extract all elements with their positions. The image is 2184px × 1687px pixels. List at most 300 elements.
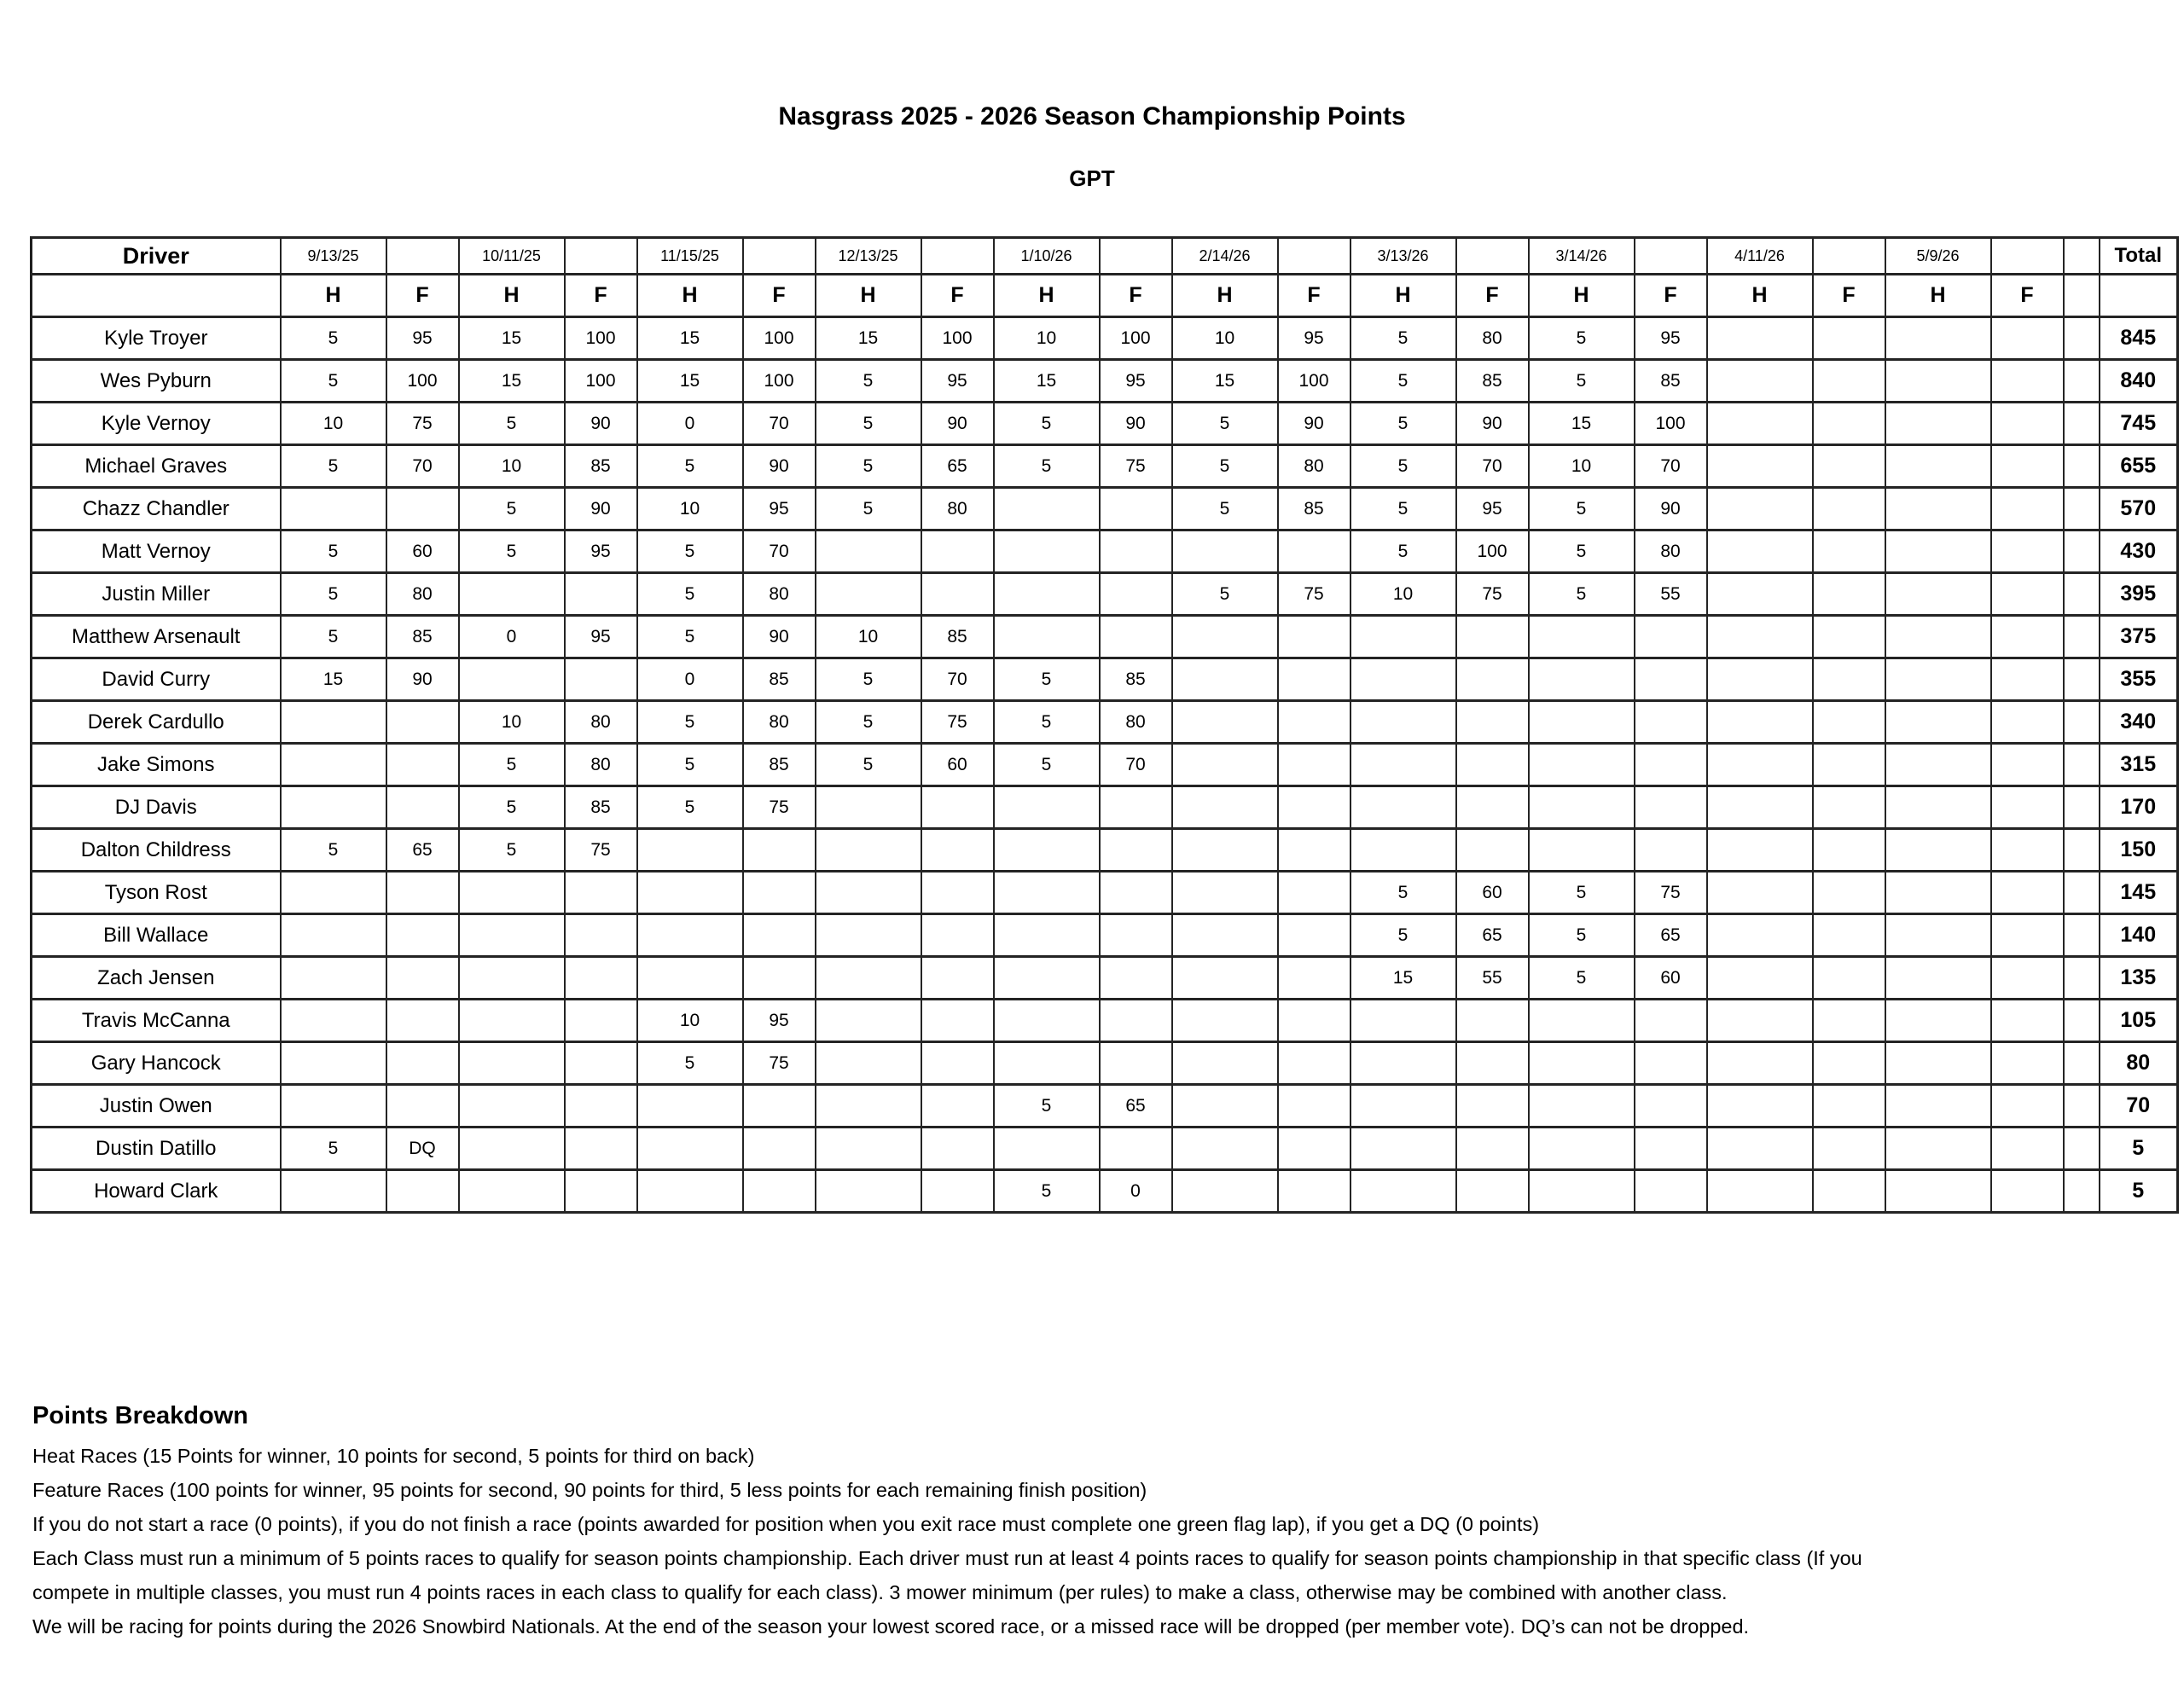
score-cell (1172, 616, 1278, 658)
score-cell (1813, 1085, 1885, 1128)
score-cell (743, 1170, 816, 1213)
score-cell (1707, 403, 1813, 445)
score-cell: 0 (637, 658, 743, 701)
score-cell (1529, 1000, 1635, 1042)
table-row (32, 1042, 2178, 1085)
score-cell: 5 (816, 360, 921, 403)
score-cell (994, 786, 1100, 829)
score-cell (281, 1085, 386, 1128)
total-cell: 315 (2100, 744, 2178, 786)
score-cell: 5 (1529, 360, 1635, 403)
score-cell (1456, 658, 1529, 701)
score-cell: 5 (1529, 957, 1635, 1000)
score-cell: 10 (1529, 445, 1635, 488)
score-cell (637, 1170, 743, 1213)
spacer-cell (2064, 573, 2100, 616)
spacer-header (2064, 275, 2100, 317)
spacer-cell (2064, 616, 2100, 658)
score-cell: 5 (459, 403, 565, 445)
total-cell: 145 (2100, 872, 2178, 914)
score-cell (1991, 573, 2064, 616)
total-cell: 140 (2100, 914, 2178, 957)
score-cell: 5 (459, 530, 565, 573)
date-header: 5/9/26 (1885, 238, 1991, 275)
score-cell (1456, 744, 1529, 786)
score-cell: 5 (1529, 914, 1635, 957)
score-cell (637, 1085, 743, 1128)
score-cell: 90 (386, 658, 459, 701)
score-cell (386, 872, 459, 914)
spacer-cell (2064, 1085, 2100, 1128)
score-cell (1635, 1128, 1707, 1170)
score-cell (921, 957, 994, 1000)
score-cell (1707, 744, 1813, 786)
table-row (32, 360, 2178, 403)
points-breakdown-heading: Points Breakdown (32, 1402, 248, 1429)
score-cell: 85 (565, 445, 637, 488)
spacer-cell (2064, 701, 2100, 744)
score-cell (1813, 786, 1885, 829)
score-cell (386, 1170, 459, 1213)
score-cell (1885, 1170, 1991, 1213)
score-cell: 5 (994, 1085, 1100, 1128)
spacer-cell (2064, 488, 2100, 530)
total-header: Total (2100, 238, 2178, 275)
score-cell: 5 (281, 445, 386, 488)
score-cell: 5 (281, 616, 386, 658)
spacer-cell (2064, 360, 2100, 403)
score-cell (565, 573, 637, 616)
score-cell: 5 (1172, 445, 1278, 488)
score-cell (994, 914, 1100, 957)
score-cell (816, 1042, 921, 1085)
spacer-cell (2064, 1170, 2100, 1213)
score-cell: 5 (816, 488, 921, 530)
score-cell (994, 488, 1100, 530)
breakdown-line: We will be racing for points during the 2026 Snowbird Nationals. At the end of the season your lowest scored race, or a missed race will be dropped (per member vote). DQ’s can not be dropped. (32, 1615, 1750, 1638)
score-cell: DQ (386, 1128, 459, 1170)
score-cell (1100, 1000, 1172, 1042)
score-cell: 10 (281, 403, 386, 445)
heat-header: H (637, 275, 743, 317)
score-cell (1278, 530, 1350, 573)
score-cell (1350, 744, 1456, 786)
score-cell: 75 (743, 786, 816, 829)
score-cell: 85 (743, 744, 816, 786)
score-cell (1885, 914, 1991, 957)
score-cell (1456, 701, 1529, 744)
score-cell (1885, 1000, 1991, 1042)
score-cell (459, 573, 565, 616)
score-cell: 5 (1529, 573, 1635, 616)
spacer-cell (2064, 530, 2100, 573)
feature-header: F (743, 275, 816, 317)
score-cell: 5 (459, 488, 565, 530)
score-cell: 65 (1100, 1085, 1172, 1128)
score-cell (1885, 616, 1991, 658)
score-cell (1707, 1042, 1813, 1085)
score-cell (1991, 872, 2064, 914)
score-cell (1885, 360, 1991, 403)
score-cell (816, 829, 921, 872)
score-cell: 5 (816, 658, 921, 701)
score-cell: 5 (459, 829, 565, 872)
score-cell: 5 (1350, 530, 1456, 573)
score-cell (994, 616, 1100, 658)
driver-name: Dalton Childress (32, 829, 281, 872)
driver-name: Howard Clark (32, 1170, 281, 1213)
driver-name: Kyle Vernoy (32, 403, 281, 445)
score-cell: 5 (637, 445, 743, 488)
score-cell (1350, 616, 1456, 658)
score-cell (816, 1085, 921, 1128)
score-cell (1529, 701, 1635, 744)
score-cell (816, 786, 921, 829)
score-cell (1456, 829, 1529, 872)
score-cell: 10 (1350, 573, 1456, 616)
score-cell (1278, 1042, 1350, 1085)
breakdown-line: Feature Races (100 points for winner, 95 points for second, 90 points for third, 5 less points for each remaining finish position) (32, 1479, 1147, 1501)
feature-header: F (565, 275, 637, 317)
score-cell: 95 (743, 488, 816, 530)
score-cell (1813, 573, 1885, 616)
score-cell (1529, 786, 1635, 829)
score-cell (1456, 1085, 1529, 1128)
score-cell (921, 1042, 994, 1085)
total-cell: 80 (2100, 1042, 2178, 1085)
score-cell: 65 (1456, 914, 1529, 957)
score-cell (637, 957, 743, 1000)
score-cell: 5 (1529, 488, 1635, 530)
score-cell (1635, 1042, 1707, 1085)
score-cell (1635, 1085, 1707, 1128)
score-cell (1529, 1170, 1635, 1213)
score-cell (1278, 957, 1350, 1000)
score-cell: 60 (386, 530, 459, 573)
score-cell (1172, 1042, 1278, 1085)
driver-name: David Curry (32, 658, 281, 701)
score-cell (1172, 1170, 1278, 1213)
date-header: 1/10/26 (994, 238, 1100, 275)
score-cell: 5 (994, 701, 1100, 744)
score-cell (459, 1170, 565, 1213)
date-header: 4/11/26 (1707, 238, 1813, 275)
total-cell: 745 (2100, 403, 2178, 445)
score-cell: 5 (1529, 872, 1635, 914)
driver-header-blank (32, 275, 281, 317)
score-cell (1885, 829, 1991, 872)
score-cell (1172, 957, 1278, 1000)
score-cell (1529, 744, 1635, 786)
feature-header: F (1278, 275, 1350, 317)
score-cell (459, 872, 565, 914)
heat-header: H (459, 275, 565, 317)
heat-header: H (1172, 275, 1278, 317)
driver-name: DJ Davis (32, 786, 281, 829)
score-cell: 80 (565, 701, 637, 744)
score-cell (921, 1128, 994, 1170)
score-cell: 75 (386, 403, 459, 445)
score-cell (1350, 701, 1456, 744)
page-title: Nasgrass 2025 - 2026 Season Championship Points (778, 102, 1406, 130)
score-cell (1707, 701, 1813, 744)
score-cell: 15 (1529, 403, 1635, 445)
score-cell: 55 (1635, 573, 1707, 616)
total-cell: 845 (2100, 317, 2178, 360)
score-cell (637, 872, 743, 914)
score-cell (921, 872, 994, 914)
total-cell: 430 (2100, 530, 2178, 573)
score-cell: 5 (637, 573, 743, 616)
score-cell (1885, 488, 1991, 530)
score-cell: 95 (921, 360, 994, 403)
score-cell: 75 (1456, 573, 1529, 616)
score-cell (1350, 1128, 1456, 1170)
score-cell: 0 (459, 616, 565, 658)
score-cell (1278, 744, 1350, 786)
score-cell: 95 (565, 530, 637, 573)
score-cell (743, 1128, 816, 1170)
score-cell: 70 (921, 658, 994, 701)
score-cell (459, 1000, 565, 1042)
score-cell (1172, 872, 1278, 914)
spacer-cell (2064, 914, 2100, 957)
driver-name: Gary Hancock (32, 1042, 281, 1085)
score-cell (1100, 573, 1172, 616)
breakdown-line: If you do not start a race (0 points), if you do not finish a race (points awarded for position when you exit race must complete one green flag lap), if you get a DQ (0 points) (32, 1513, 1540, 1535)
score-cell: 70 (743, 403, 816, 445)
score-cell: 5 (1172, 573, 1278, 616)
score-cell (1813, 658, 1885, 701)
spacer-cell (2064, 957, 2100, 1000)
score-cell: 15 (816, 317, 921, 360)
score-cell: 80 (1635, 530, 1707, 573)
table-row (32, 872, 2178, 914)
score-cell: 5 (1350, 445, 1456, 488)
table-row (32, 1128, 2178, 1170)
score-cell (1813, 1042, 1885, 1085)
score-cell: 100 (565, 317, 637, 360)
score-cell: 5 (1350, 317, 1456, 360)
score-cell (565, 1085, 637, 1128)
spacer-cell (2064, 403, 2100, 445)
driver-name: Justin Owen (32, 1085, 281, 1128)
heat-header: H (1707, 275, 1813, 317)
score-cell (1350, 658, 1456, 701)
driver-name: Jake Simons (32, 744, 281, 786)
score-cell (281, 1042, 386, 1085)
score-cell (565, 957, 637, 1000)
score-cell (1100, 872, 1172, 914)
feature-header: F (921, 275, 994, 317)
score-cell: 70 (1456, 445, 1529, 488)
heat-header: H (816, 275, 921, 317)
driver-name: Wes Pyburn (32, 360, 281, 403)
score-cell (921, 1000, 994, 1042)
score-cell (921, 914, 994, 957)
score-cell: 5 (281, 1128, 386, 1170)
score-cell (1813, 914, 1885, 957)
driver-name: Chazz Chandler (32, 488, 281, 530)
date-header-empty (386, 238, 459, 275)
score-cell (1172, 914, 1278, 957)
score-cell (994, 1128, 1100, 1170)
score-cell: 5 (281, 573, 386, 616)
score-cell (1813, 1000, 1885, 1042)
score-cell (1707, 872, 1813, 914)
score-cell (1991, 1170, 2064, 1213)
score-cell (1991, 701, 2064, 744)
score-cell (1172, 701, 1278, 744)
score-cell (1991, 488, 2064, 530)
driver-header: Driver (32, 238, 281, 275)
score-cell: 15 (459, 317, 565, 360)
score-cell (1991, 317, 2064, 360)
score-cell (1991, 1128, 2064, 1170)
score-cell: 90 (743, 445, 816, 488)
score-cell (565, 1042, 637, 1085)
score-cell: 90 (743, 616, 816, 658)
score-cell (459, 1085, 565, 1128)
score-cell: 5 (816, 445, 921, 488)
score-cell: 5 (994, 403, 1100, 445)
score-cell (1885, 744, 1991, 786)
score-cell (1707, 1128, 1813, 1170)
score-cell (1991, 403, 2064, 445)
score-cell (386, 1085, 459, 1128)
score-cell (1885, 403, 1991, 445)
score-cell (386, 914, 459, 957)
date-header: 10/11/25 (459, 238, 565, 275)
score-cell (816, 1128, 921, 1170)
score-cell: 10 (459, 445, 565, 488)
score-cell: 75 (921, 701, 994, 744)
spacer-header (2064, 238, 2100, 275)
score-cell (1172, 744, 1278, 786)
score-cell (1813, 1170, 1885, 1213)
total-cell: 840 (2100, 360, 2178, 403)
score-cell (1885, 573, 1991, 616)
score-cell (994, 872, 1100, 914)
date-header-empty (1456, 238, 1529, 275)
score-cell (816, 914, 921, 957)
score-cell: 10 (816, 616, 921, 658)
score-cell (1707, 1085, 1813, 1128)
score-cell: 80 (1278, 445, 1350, 488)
score-cell: 95 (1635, 317, 1707, 360)
score-cell: 5 (281, 530, 386, 573)
score-cell: 10 (994, 317, 1100, 360)
score-cell (1813, 744, 1885, 786)
score-cell (1707, 957, 1813, 1000)
spacer-cell (2064, 786, 2100, 829)
driver-name: Tyson Rost (32, 872, 281, 914)
score-cell (637, 1128, 743, 1170)
score-cell (1813, 317, 1885, 360)
score-cell (1707, 1000, 1813, 1042)
score-cell (1885, 872, 1991, 914)
score-cell: 80 (743, 701, 816, 744)
score-cell (281, 744, 386, 786)
score-cell: 5 (1529, 530, 1635, 573)
score-cell (565, 1170, 637, 1213)
score-cell (1278, 616, 1350, 658)
table-row (32, 403, 2178, 445)
score-cell: 70 (1635, 445, 1707, 488)
total-cell: 170 (2100, 786, 2178, 829)
score-cell: 90 (565, 488, 637, 530)
score-cell (1885, 1128, 1991, 1170)
feature-header: F (1635, 275, 1707, 317)
score-cell: 5 (994, 744, 1100, 786)
total-cell: 70 (2100, 1085, 2178, 1128)
date-header-empty (743, 238, 816, 275)
total-header-blank (2100, 275, 2178, 317)
score-cell (1813, 957, 1885, 1000)
spacer-cell (2064, 445, 2100, 488)
score-cell (1456, 616, 1529, 658)
heat-header: H (1885, 275, 1991, 317)
score-cell (1707, 658, 1813, 701)
score-cell: 85 (1456, 360, 1529, 403)
score-cell (1991, 786, 2064, 829)
table-row (32, 1085, 2178, 1128)
score-cell (565, 872, 637, 914)
total-cell: 105 (2100, 1000, 2178, 1042)
score-cell (1172, 829, 1278, 872)
spacer-cell (2064, 872, 2100, 914)
score-cell (1529, 658, 1635, 701)
score-cell: 5 (637, 616, 743, 658)
total-cell: 135 (2100, 957, 2178, 1000)
score-cell (1278, 701, 1350, 744)
score-cell (386, 786, 459, 829)
score-cell (1172, 1085, 1278, 1128)
driver-name: Michael Graves (32, 445, 281, 488)
score-cell (1100, 1042, 1172, 1085)
score-cell: 5 (816, 744, 921, 786)
driver-name: Matt Vernoy (32, 530, 281, 573)
score-cell: 85 (743, 658, 816, 701)
score-cell: 5 (994, 445, 1100, 488)
score-cell: 60 (1456, 872, 1529, 914)
score-cell: 95 (386, 317, 459, 360)
score-cell (1991, 1085, 2064, 1128)
spacer-cell (2064, 1042, 2100, 1085)
score-cell (1707, 1170, 1813, 1213)
table-head (32, 238, 2178, 317)
score-cell (386, 488, 459, 530)
score-cell (1100, 957, 1172, 1000)
score-cell: 100 (1456, 530, 1529, 573)
score-cell (1529, 616, 1635, 658)
score-cell: 0 (1100, 1170, 1172, 1213)
score-cell: 5 (1350, 914, 1456, 957)
score-cell (1991, 360, 2064, 403)
score-cell (1991, 530, 2064, 573)
score-cell (281, 1000, 386, 1042)
score-cell (565, 658, 637, 701)
score-cell: 5 (1350, 488, 1456, 530)
score-cell: 100 (386, 360, 459, 403)
table-row (32, 445, 2178, 488)
table-body (32, 317, 2178, 1213)
score-cell: 80 (1100, 701, 1172, 744)
score-cell: 5 (1172, 403, 1278, 445)
score-cell (1100, 616, 1172, 658)
score-cell: 100 (1100, 317, 1172, 360)
score-cell (1885, 317, 1991, 360)
